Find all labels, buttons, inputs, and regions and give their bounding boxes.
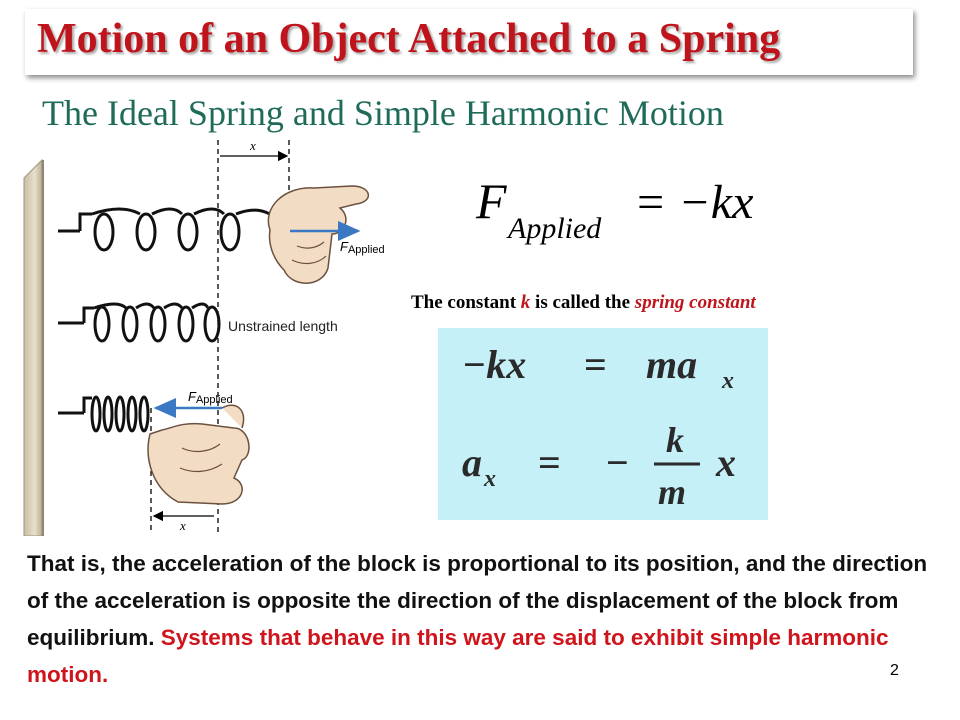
- eq-f-symbol: F: [476, 173, 507, 229]
- page-number: 2: [890, 662, 899, 679]
- eq2-minus: −: [606, 440, 629, 485]
- spring-figure: [22, 138, 400, 536]
- spring-compressed: [58, 397, 148, 431]
- x-label-top: x: [250, 138, 256, 153]
- note-prefix: The constant: [411, 292, 521, 313]
- spring-stretched: [58, 209, 277, 250]
- equation-f-applied: [470, 170, 800, 260]
- body-normal: That is, the acceleration of the block is proportional to its position, and the direction of the acceleration is opposite the direction of the displacement of the block from equilibrium.: [27, 551, 928, 650]
- body-paragraph: [27, 545, 947, 693]
- hand-pushing: [148, 405, 249, 504]
- eq2-x: x: [716, 440, 736, 485]
- slide-subtitle: The Ideal Spring and Simple Harmonic Motion: [42, 93, 724, 133]
- hand-pulling: [268, 186, 368, 283]
- spring-constant-note: [411, 292, 756, 314]
- title-box: [25, 9, 913, 75]
- eq-rhs: = −kx: [634, 176, 754, 229]
- eq2-numerator: k: [666, 420, 684, 460]
- eq-f-subscript: Applied: [508, 212, 602, 245]
- body-highlight: Systems that behave in this way are said to exhibit simple harmonic motion.: [27, 625, 889, 687]
- note-k: k: [520, 292, 531, 313]
- eq2-denominator: m: [658, 472, 687, 512]
- eq2-lhs: a: [462, 440, 482, 485]
- eq1-sub: x: [722, 368, 734, 394]
- slide-title: Motion of an Object Attached to a Spring: [37, 16, 781, 62]
- equation-box-svg: [438, 328, 768, 520]
- f-applied-label-bottom: FApplied: [188, 389, 233, 406]
- x-label-bottom: x: [180, 518, 186, 533]
- f-applied-label-top: FApplied: [340, 239, 385, 256]
- wall: [24, 160, 44, 536]
- eq1-rhs: ma: [646, 342, 698, 387]
- eq2-lhs-sub: x: [484, 466, 496, 492]
- eq2-equals: =: [538, 440, 561, 485]
- eq1-equals: =: [584, 342, 607, 387]
- eq1-lhs: −kx: [462, 342, 527, 387]
- note-term: spring constant: [634, 292, 756, 313]
- note-middle: is called the: [530, 292, 635, 313]
- equation-box: [438, 328, 768, 520]
- spring-unstrained: [58, 304, 219, 341]
- unstrained-label: Unstrained length: [228, 318, 338, 334]
